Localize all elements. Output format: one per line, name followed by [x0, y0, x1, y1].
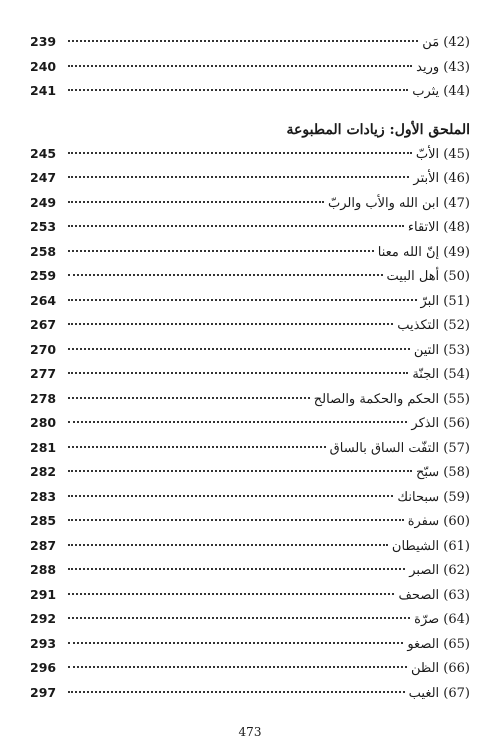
- toc-entry-title: (56) الذكر: [411, 416, 470, 431]
- dot-leader: [68, 250, 374, 252]
- dot-leader: [68, 568, 405, 570]
- toc-entry: [30, 583, 470, 608]
- dot-leader: [68, 152, 412, 154]
- toc-page-number: 288: [30, 562, 57, 577]
- toc-page-number: 297: [30, 684, 57, 700]
- dot-leader: [68, 225, 404, 227]
- toc-entry: [30, 240, 470, 265]
- toc-entry: [30, 387, 470, 412]
- toc-entry-title: (55) الحكم والحكمة والصالح: [313, 391, 470, 407]
- toc-entry-title: (47) ابن الله والأب والربّ: [327, 195, 470, 211]
- toc-page-number: 258: [30, 243, 57, 259]
- dot-leader: [68, 176, 409, 178]
- toc-entry: [30, 313, 470, 338]
- toc-entry-title: (54) الجنّة: [412, 367, 470, 382]
- toc-page-number: 278: [30, 390, 57, 406]
- toc-page-number: 277: [30, 366, 57, 381]
- toc-page-number: 280: [30, 415, 57, 430]
- dot-leader: [68, 40, 418, 42]
- toc-page-number: 270: [30, 341, 57, 357]
- toc-page-number: 283: [30, 488, 57, 504]
- dot-leader: [68, 323, 393, 325]
- toc-entry-title: (43) وريد: [416, 59, 470, 75]
- toc-page-number: 241: [30, 83, 57, 98]
- toc-page-number: 247: [30, 170, 57, 185]
- toc-entry-title: (66) الظن: [411, 661, 470, 676]
- toc-page-number: 293: [30, 635, 57, 651]
- toc-page-number: 296: [30, 660, 57, 675]
- toc-entry: [30, 79, 470, 104]
- toc-page-number: 253: [30, 219, 57, 234]
- dot-leader: [68, 372, 408, 374]
- toc-entry: [30, 289, 470, 314]
- toc-entry: [30, 191, 470, 216]
- toc-group-main: [30, 30, 470, 104]
- toc-page-number: 291: [30, 586, 57, 602]
- dot-leader: [68, 666, 407, 668]
- toc-entry-title: (64) صرّة: [414, 612, 470, 627]
- toc-entry: [30, 436, 470, 461]
- table-of-contents: [30, 30, 470, 705]
- toc-group-appendix: [30, 142, 470, 706]
- dot-leader: [68, 421, 407, 423]
- dot-leader: [68, 593, 394, 595]
- toc-entry: [30, 460, 470, 485]
- toc-page-number: 264: [30, 292, 57, 308]
- toc-entry-title: (46) الأبتر: [413, 171, 470, 186]
- dot-leader: [68, 65, 412, 67]
- toc-entry: [30, 166, 470, 191]
- toc-entry-title: (58) سبّح: [415, 465, 470, 480]
- toc-page-number: 249: [30, 194, 57, 210]
- toc-page-number: 287: [30, 537, 57, 553]
- toc-entry: [30, 215, 470, 240]
- dot-leader: [68, 691, 405, 693]
- toc-entry: [30, 656, 470, 681]
- toc-entry-title: (59) سبحانك: [397, 489, 470, 505]
- toc-page-number: 281: [30, 439, 57, 455]
- dot-leader: [68, 299, 417, 301]
- dot-leader: [68, 495, 393, 497]
- dot-leader: [68, 617, 410, 619]
- toc-page-number: 245: [30, 145, 57, 161]
- toc-entry-title: (49) إنّ الله معنا: [377, 244, 470, 260]
- toc-page-number: 282: [30, 464, 57, 479]
- dot-leader: [68, 519, 404, 521]
- toc-entry: [30, 264, 470, 289]
- dot-leader: [68, 274, 383, 276]
- toc-page-number: 239: [30, 34, 57, 49]
- toc-entry: [30, 55, 470, 80]
- toc-entry-title: (61) الشيطان: [391, 538, 470, 554]
- dot-leader: [68, 544, 388, 546]
- section-heading: الملحق الأول: زيادات المطبوعة: [286, 121, 470, 138]
- toc-page-number: 285: [30, 513, 57, 528]
- toc-entry-title: (52) التكذيب: [397, 318, 470, 333]
- toc-entry-title: (51) البرّ: [420, 293, 470, 309]
- toc-entry-title: (67) الغيب: [408, 685, 470, 701]
- toc-page-number: 267: [30, 317, 57, 332]
- dot-leader: [68, 470, 412, 472]
- toc-page-number: 259: [30, 268, 57, 283]
- toc-entry: [30, 30, 470, 55]
- toc-entry-title: (48) الاتقاء: [407, 220, 470, 235]
- dot-leader: [68, 348, 410, 350]
- dot-leader: [68, 201, 324, 203]
- toc-page-number: 240: [30, 58, 57, 74]
- toc-entry: [30, 142, 470, 167]
- toc-entry: [30, 411, 470, 436]
- toc-entry-title: (45) الأبّ: [415, 146, 470, 162]
- toc-entry-title: (44) يثرب: [412, 84, 470, 99]
- dot-leader: [68, 89, 408, 91]
- toc-entry-title: (65) الصغو: [407, 636, 470, 652]
- toc-entry-title: (50) أهل البيت: [386, 269, 470, 284]
- toc-entry-title: (53) التين: [413, 342, 470, 358]
- toc-entry: [30, 338, 470, 363]
- toc-entry: [30, 607, 470, 632]
- dot-leader: [68, 642, 403, 644]
- toc-entry: [30, 632, 470, 657]
- toc-entry: [30, 362, 470, 387]
- toc-entry: [30, 534, 470, 559]
- dot-leader: [68, 397, 310, 399]
- toc-entry-title: (42) مَن: [422, 35, 470, 50]
- toc-entry-title: (60) سفرة: [407, 514, 470, 529]
- toc-entry: [30, 509, 470, 534]
- toc-entry-title: (57) التفّت الساق بالساق: [329, 440, 470, 456]
- page-number: 473: [238, 725, 262, 739]
- toc-entry: [30, 558, 470, 583]
- toc-entry: [30, 485, 470, 510]
- toc-entry-title: (63) الصحف: [398, 587, 470, 603]
- toc-page-number: 292: [30, 611, 57, 626]
- toc-entry: [30, 681, 470, 706]
- dot-leader: [68, 446, 326, 448]
- toc-entry-title: (62) الصبر: [409, 563, 470, 578]
